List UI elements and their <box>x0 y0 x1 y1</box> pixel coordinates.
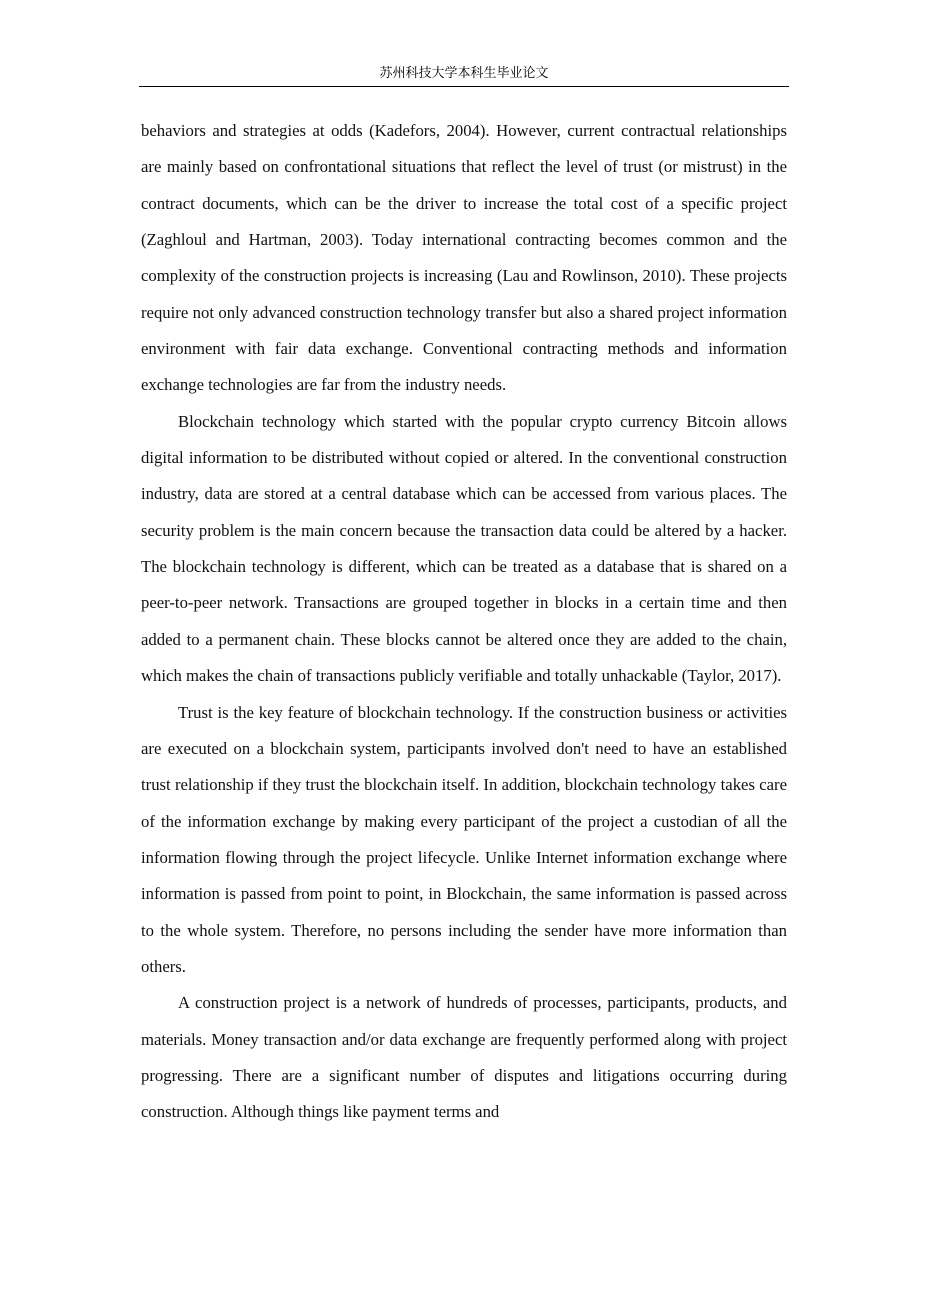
paragraph-1: behaviors and strategies at odds (Kadefors, 2004). However, current contractual relationships are mainly based on confrontational situations that reflect the level of trust (or mistrust) in the contract documents, which can be the driver to increase the total cost of a specific project (Zaghloul and Hartman, 2003). Today international contracting becomes common and the complexity of the construction projects is increasing (Lau and Rowlinson, 2010). These projects require not only advanced construction technology transfer but also a shared project information environment with fair data exchange. Conventional contracting methods and information exchange technologies are far from the industry needs. <box>141 121 787 395</box>
page-header: 苏州科技大学本科生毕业论文 <box>139 62 789 87</box>
paragraph-3: Trust is the key feature of blockchain technology. If the construction business or activities are executed on a blockchain system, participants involved don't need to have an established trust relationship if they trust the blockchain itself. In addition, blockchain technology takes care of the information exchange by making every participant of the project a custodian of all the information flowing through the project lifecycle. Unlike Internet information exchange where information is passed from point to point, in Blockchain, the same information is passed across to the whole system. Therefore, no persons including the sender have more information than others. <box>141 702 787 976</box>
paragraph-2: Blockchain technology which started with the popular crypto currency Bitcoin allows digital information to be distributed without copied or altered. In the conventional construction industry, data are stored at a central database which can be accessed from various places. The security problem is the main concern because the transaction data could be altered by a hacker. The blockchain technology is different, which can be treated as a database that is shared on a peer-to-peer network. Transactions are grouped together in blocks in a certain time and then added to a permanent chain. These blocks cannot be altered once they are added to the chain, which makes the chain of transactions publicly verifiable and totally unhackable (Taylor, 2017). <box>141 411 787 686</box>
body-text <box>141 113 787 1131</box>
paragraph-4: A construction project is a network of hundreds of processes, participants, products, and materials. Money transaction and/or data exchange are frequently performed along with project progressing. There are a significant number of disputes and litigations occurring during construction. Although things like payment terms and <box>141 993 787 1122</box>
